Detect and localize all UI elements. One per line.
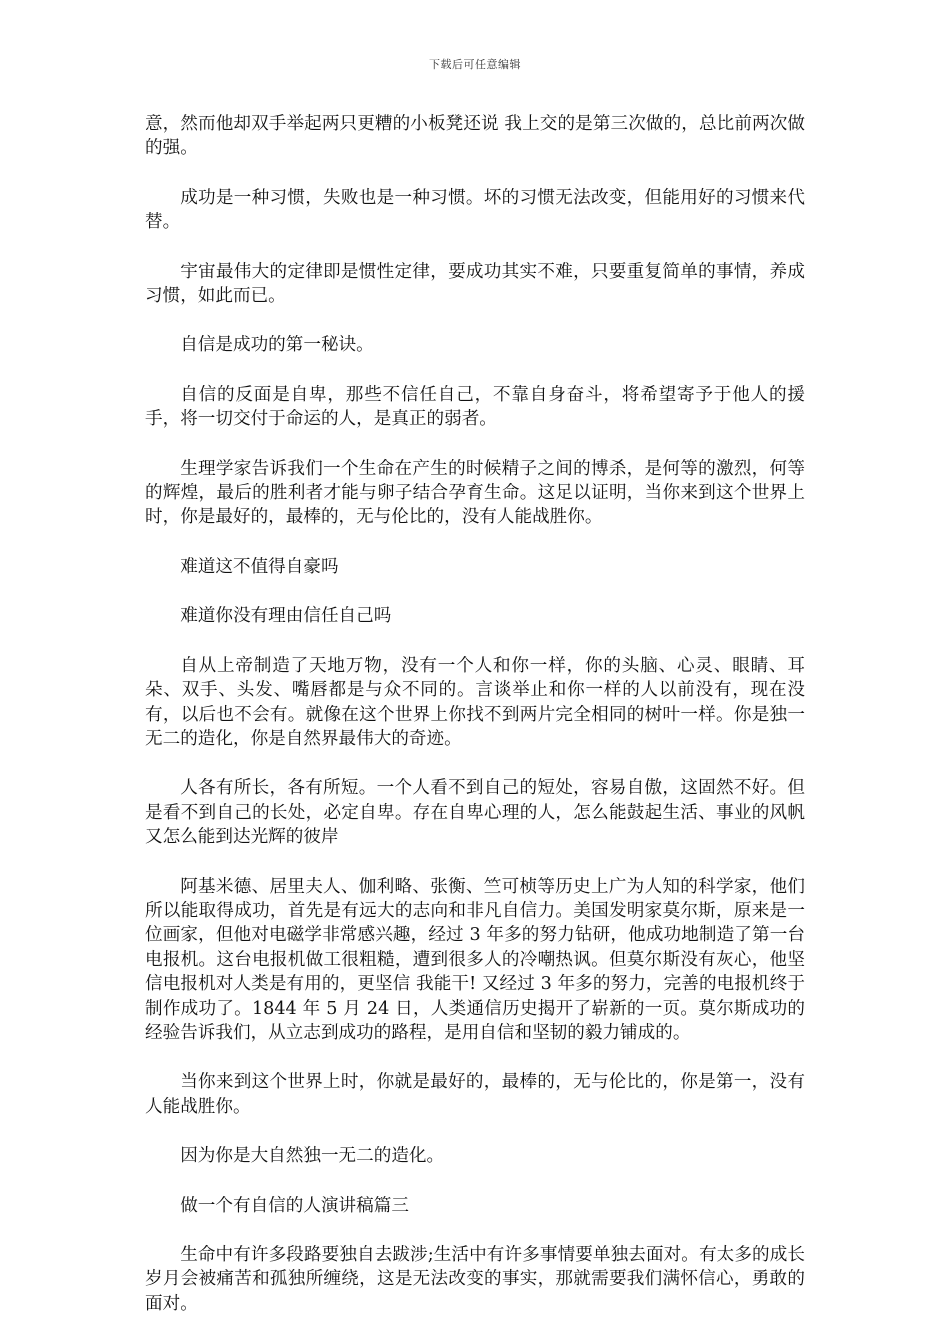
paragraph-13: 因为你是大自然独一无二的造化。 bbox=[180, 1146, 445, 1167]
paragraph-3: 宇宙最伟大的定律即是惯性定律，要成功其实不难，只要重复简单的事情，养成习惯，如此而已。 bbox=[145, 261, 805, 307]
paragraph-4: 自信是成功的第一秘诀。 bbox=[180, 335, 374, 356]
paragraph-9: 自从上帝制造了天地万物，没有一个人和你一样，你的头脑、心灵、眼睛、耳朵、双手、头发、嘴唇都是与众不同的。言谈举止和你一样的人以前没有，现在没有，以后也不会有。就像在这个世界上你找不到两片完全相同的树叶一样。你是独一无二的造化，你是自然界最伟大的奇迹。 bbox=[145, 655, 805, 749]
paragraph-10: 人各有所长，各有所短。一个人看不到自己的短处，容易自傲，这固然不好。但是看不到自己的长处，必定自卑。存在自卑心理的人，怎么能鼓起生活、事业的风帆又怎么能到达光辉的彼岸 bbox=[145, 778, 805, 848]
paragraph-5: 自信的反面是自卑，那些不信任自己，不靠自身奋斗，将希望寄予于他人的援手，将一切交付于命运的人，是真正的弱者。 bbox=[145, 384, 805, 430]
section-heading: 做一个有自信的人演讲稿篇三 bbox=[180, 1195, 409, 1216]
page-header: 下载后可任意编辑 bbox=[429, 58, 521, 71]
paragraph-8: 难道你没有理由信任自己吗 bbox=[180, 606, 392, 627]
paragraph-12: 当你来到这个世界上时，你就是最好的，最棒的，无与伦比的，你是第一，没有人能战胜你。 bbox=[145, 1072, 805, 1117]
paragraph-2: 成功是一种习惯，失败也是一种习惯。坏的习惯无法改变，但能用好的习惯来代替。 bbox=[145, 187, 805, 233]
paragraph-11: 阿基米德、居里夫人、伽利略、张衡、竺可桢等历史上广为人知的科学家，他们所以能取得成功，首先是有远大的志向和非凡自信力。美国发明家莫尔斯，原来是一位画家，但他对电磁学非常感兴趣，经过 3 年多的努力钻研，他成功地制造了第一台电报机。这台电报机做工很粗糙，遭到很多人的冷嘲热讽。但莫尔斯没有灰心，他坚信电报机对人类是有用的，更坚信 我能干! 又经过 3 年多的努力，完善的电报机终于制作成功了。1844 年 5 月 24 日，人类通信历史揭开了崭新的一页。莫尔斯成功的经验告诉我们，从立志到成功的路程，是用自信和坚韧的毅力铺成的。 bbox=[145, 876, 805, 1043]
paragraph-6: 生理学家告诉我们一个生命在产生的时候精子之间的博杀，是何等的激烈，何等的辉煌，最后的胜利者才能与卵子结合孕育生命。这足以证明，当你来到这个世界上时，你是最好的，最棒的，无与伦比的，没有人能战胜你。 bbox=[145, 458, 805, 528]
document-body bbox=[145, 112, 805, 1341]
paragraph-15: 生命中有许多段路要独自去跋涉;生活中有许多事情要单独去面对。有太多的成长岁月会被痛苦和孤独所缠绕，这是无法改变的事实，那就需要我们满怀信心，勇敢的面对。 bbox=[145, 1245, 805, 1314]
paragraph-1: 意，然而他却双手举起两只更糟的小板凳还说 我上交的是第三次做的，总比前两次做的强。 bbox=[145, 114, 805, 159]
paragraph-7: 难道这不值得自豪吗 bbox=[180, 556, 339, 577]
